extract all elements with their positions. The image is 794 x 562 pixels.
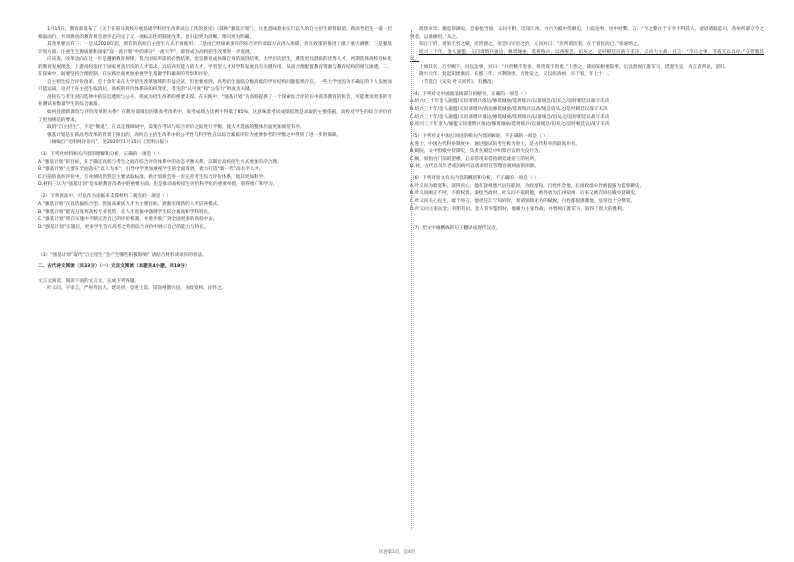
source-citation: （摘编自“光明网评论员”，见2020年1月15日《光明日报》） [47,140,171,146]
question-1-stem: （1）下列对材料相关内容的理解和分析，正确的一项是（ ） [38,152,162,158]
question-4-option-b: B.绍兴三十年/金人渝盟/义问请增兵/备边修筑城垒/选将练兵以备/缓急诏从之/是时朝廷议战守未决 [410,106,608,112]
answer-space [38,231,392,247]
right-column [410,26,764,546]
intro-paragraph: 应该说，改革动向在这一步是遵循教育规律，契合国家所需的必然结果，也是教育成体制自身的演进结果。大学层次招生，遴选更具潜质的优秀人才，初期选择高校目标化的教育发展理念，上游高校依托于国家更高层次的人才需求，以培养有能力的人才，学者型人才对学科发展具有关键作用，从而合理配置教育资源与教育结构的相互渗透。二、在探索中，既要坚持合理控制、在实践层面更加重视学生基础学科素养的考察和评价。 [38,57,392,78]
question-2-option-b: B.“强基计划”能充分发挥高校专业优势，在人才选拔中强调学生综合素质和学科特长。 [38,209,213,215]
question-7-stem: （7）把文中画横线的句子翻译成现代汉语。 [410,225,501,231]
question-5-option-d: D.祠，古代官员年老或因病可以请求担任管理宫观祠庙的闲职。 [410,164,540,170]
intro-paragraph: 取消“自主招生”，不是“倒退”，在以定理调研中，需要在考试与综合评价之间进行平衡，使人才选拔的整体层面更加规范有序。 [47,125,305,131]
column-divider [411,30,412,530]
passage-paragraph: 知江宁府，奏罢无名之赋，民皆德之。帝尝问守臣之治，义问对曰：“臣所谓治者，在于爱民而已。”帝嘉纳之。 [419,42,642,48]
passage-paragraph: 上闻其名，召至阙下，问以边事，对曰：“兵贵精不贵多，将贵谋不贵勇。”上然之，除同知枢密院事。后以督视江淮军马，措置失宜，为言者所论，罢归。 [419,64,730,70]
question-2-option-d: D.“强基计划”实施后，更多学生会在高考之外的综合评价中展示自己的能力与特长。 [38,224,209,230]
intro-paragraph: 其改革要点有三：一是从2020年起，原有的高校自主招生方式不再使用；二是由已经探索多年的综合评价录取方式再入保障，但在政策的推进上做了重大调整；三是强基计划方面，注重生生源质量和国家“双一流计划”中的部分“一流大学”，即将成为高校招生改革进一步发展。 [38,42,392,55]
passage-paragraph: 政绩卓异，擢监察御史。会秦桧当国，义问不附，出知江州。寻召为殿中侍御史，上疏论事，切中时弊，言：“今之弊在于守令不得其人，请诏诸路监司，各举所部守令之贤者，以备擢用。”从之。 [410,27,764,40]
spacer [38,271,392,278]
question-5-option-a: A.进士，中国古代科举制度中，通过殿试的考生称为进士，是古代科举的最高功名。 [410,141,580,147]
question-1-option-d: D.材料三认为“强基计划”是本轮教育改革中的重要方面，也是推动高校招生评价科学化的重要举措，值得推广和学习。 [38,182,278,188]
question-4-stem: （4）下列对文中画波浪线部分的断句，正确的一项是（ ） [410,91,530,97]
exam-page [38,26,764,546]
question-6-option-c: C.叶义问关心民生，敢于进言。他担任江宁知府时，奏请罢除无名的赋税，百姓都很感激他，皇帝也十分赞赏。 [410,198,636,204]
question-1-option-c: C.目前的高校评价中，专业测试仍然是主要录取标准，新计划将会进一步完善考生综合评价体系，使其更加科学。 [38,174,268,180]
intro-paragraph: 高校在与考生双向选择中的信息透明与公开，将成为招生改革的重要支撑。在实践中，“强基计划”为高校提供了一个探索综合评价在中高等教育的机会，可能要求更多的专业测试来衡量学生的综合素质。 [38,94,392,108]
intro-paragraph: 如何处理新课改与评价改革的关系？在教育部推出的新高考改革中，高考成绩占比例不得低于85%，这意味着考试成绩依然是录取的主要依据，高校对学生的综合评价有了更加规范的要求。 [38,110,392,123]
intro-paragraph: 1月15日，教育部发布了《关于在部分高校开展基础学科招生改革试点工作的意见》（简称“强基计划”），这也意味着本实行以久的自主招生即将取消。新高考招生一道一层相面而行，共同驱动的教育将会逐步走向完了又一项标志性的制度改革，也引起更为清晰。尊向更为明确。 [38,27,392,40]
left-column [38,26,392,546]
question-4-option-d: D.绍兴三十年金人/渝盟义问请增兵备边/修筑城垒/选将练兵/以备缓急/诏从之/是时朝廷议/战守未决 [410,122,610,128]
intro-paragraph: 自主招生综合评价改革，是十余年来在大学招生改革领域的有益尝试。但也要看到，高考招生面临分数高低的学位结构问题依然存在，一些大学也因为不确定的个人发展而只能远离，这对于在主招生取消后，高校的评价体系该如何变化，考生的“认可度”和“公信力”则成为关键。 [38,79,392,93]
passage-paragraph: 隆兴元年，复起知建康府。在郡三年，兴利除害，百姓安之。又以疾请祠，卒于家，年七十一。 [419,72,612,78]
source-note: （节选自《宋史·叶义问传》，有删改） [419,79,497,85]
question-6-option-b: B.叶义问刚正不阿，不附权贵。秦桧当政时，叶义问不依附他，被外放为江州知州，后来又被召回任殿中侍御史。 [410,191,640,197]
spacer [410,213,764,220]
passage-paragraph: 绍兴三十年，金人渝盟，义问请增兵备边，修筑城垒，选将练兵，以备缓急。诏从之。是时朝廷议战守未决，义问力主战，且言：“今日之事，非战无以自存。”众皆服其议。 [410,49,764,63]
question-3-stem: （3）“强基计划”取代“自主招生”会产生哪些积极影响？请结合材料谈谈你的看法。 [38,252,207,258]
question-6-option-d: D.叶义问主张抗金，有胆有识。金人背弃盟约时，他极力主张作战，并督视江淮军马，取得了很大的胜利。 [410,206,627,212]
question-2-option-a: A.“强基计划”在以选拔综合型、优质高素质人才为主要目标，逐渐实现新的人才培养模式。 [38,202,222,208]
question-6-stem: （6）下列对原文有关内容的概括和分析，不正确的一项是（ ） [410,176,539,182]
section-two-heading: 二、古代诗文阅读（共33分）（一）文言文阅读（本题共4小题，共19分） [38,264,190,270]
question-4-option-c: C.绍兴三十年/金人渝盟/义问请增兵备边/修筑城垒/选将练兵/以备缓急/诏从之/是时朝廷议战守未决 [410,114,610,120]
question-2-option-c: C.“强基计划”将在实施中不断完善自己的评价机制，并逐步推广到全国更多的高校中去。 [38,217,218,223]
question-5-stem: （5）下列对文中加点词语的相关内容的解说，不正确的一项是（ ） [410,134,548,140]
question-4-option-a: A.绍兴/三十年金人渝盟/义问请增兵备边/修筑城垒/选将练兵/以备缓急/诏从之/是时朝廷议战守未决 [410,99,610,105]
question-1-option-b: B.“强基计划”主要在全面落实“以人为本”，引导中学更加重视学生的全面发展，着力打造“新一代”高水平人才。 [38,167,264,173]
question-5-option-c: C.阙，原指宫门前的望楼，后来常用来借指朝廷或帝王的居所。 [410,156,539,162]
passage-start: 叶义问，字审言，严州寿昌人。建炎初，登进士第，知饶州德兴县。为政宽和，民怀之。 [47,286,227,292]
question-6-option-a: A.叶义问为政宽和，深得民心。他在饶州德兴县任职时，为政宽和，百姓怀念他，后因政绩卓异被提拔为监察御史。 [410,183,645,189]
question-5-option-b: B.殿院，文中指殿中侍御史，负责在殿廷中纠察百官的失仪行为。 [410,149,544,155]
intro-paragraph: 强基计划是在新高考改革的背景下推出的，高校自主招生改革中的公平性与科学性在以综合素质评价为重要参考的平衡之中得到了进一步的保障。 [47,132,342,138]
page-footer: 试卷第1页，总4页 [378,550,416,555]
question-2-stem: （2）下列说法中，可以作为论据来支撑材料二观点的一项是（ ） [38,194,172,200]
passage-instruction: 文言文阅读，阅读下面的文言文，完成下列各题。 [38,278,140,284]
question-1-option-a: A.“强基计划”的目标，在于确定高校与考生之间在综合评价体系中的动态平衡关系，以期让高校招生方式更加有序合理。 [38,159,282,165]
